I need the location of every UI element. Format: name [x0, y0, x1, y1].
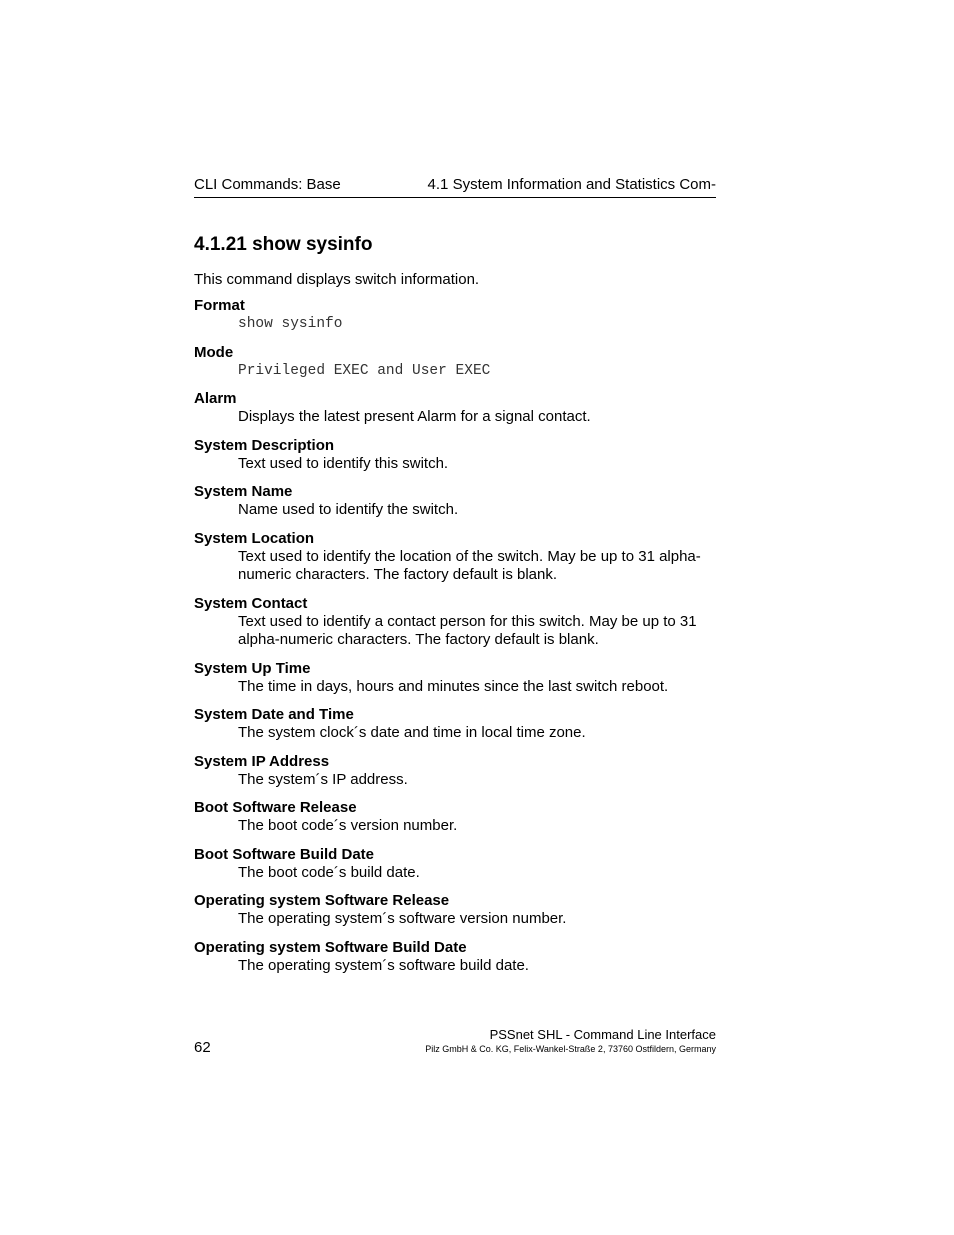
field-description: The operating system´s software build date.	[238, 956, 529, 974]
field-term: Mode	[194, 343, 234, 361]
section-title: 4.1.21 show sysinfo	[194, 234, 373, 255]
field-description: Text used to identify a contact person for this switch. May be up to 31 alpha-numeric characters. The factory default is blank.	[238, 612, 697, 648]
field-term: Boot Software Build Date	[194, 845, 375, 863]
field-term: Format	[194, 297, 245, 314]
field-description: The time in days, hours and minutes since the last switch reboot.	[238, 677, 669, 695]
field-term: Operating system Software Release	[194, 892, 450, 909]
footer-title: PSSnet SHL - Command Line Interface	[489, 1027, 716, 1042]
field-description: The system clock´s date and time in local time zone.	[238, 724, 586, 741]
field-term: System Contact	[194, 594, 308, 612]
field-term: Boot Software Release	[194, 799, 357, 816]
running-header	[194, 176, 716, 198]
field-code: show sysinfo	[238, 316, 343, 332]
field-description: The boot code´s version number.	[238, 817, 458, 834]
field-description: Text used to identify the location of the switch. May be up to 31 alpha-numeric characters. The factory default is blank.	[238, 547, 701, 583]
page-number: 62	[194, 1039, 211, 1056]
field-term: System Up Time	[194, 659, 311, 677]
field-description: The system´s IP address.	[238, 770, 408, 788]
field-term: Operating system Software Build Date	[194, 938, 467, 956]
field-description: The boot code´s build date.	[238, 863, 420, 881]
field-term: System Description	[194, 436, 335, 454]
field-term: System Location	[194, 529, 315, 547]
footer-address: Pilz GmbH & Co. KG, Felix-Wankel-Straße 2, 73760 Ostfildern, Germany	[425, 1044, 716, 1054]
field-code: Privileged EXEC and User EXEC	[238, 362, 491, 379]
field-term: Alarm	[194, 390, 237, 407]
footer-info	[425, 1027, 716, 1055]
header-chapter: CLI Commands: Base	[194, 176, 341, 193]
field-description: The operating system´s software version number.	[238, 910, 567, 927]
field-term: System IP Address	[194, 752, 330, 770]
field-term: System Name	[194, 483, 293, 500]
field-description: Text used to identify this switch.	[238, 454, 449, 472]
field-list	[194, 296, 716, 984]
field-term: System Date and Time	[194, 706, 354, 723]
section-intro: This command displays switch information.	[194, 271, 480, 288]
header-section: 4.1 System Information and Statistics Com-	[427, 176, 716, 193]
field-description: Name used to identify the switch.	[238, 501, 459, 518]
field-description: Displays the latest present Alarm for a signal contact.	[238, 408, 591, 425]
